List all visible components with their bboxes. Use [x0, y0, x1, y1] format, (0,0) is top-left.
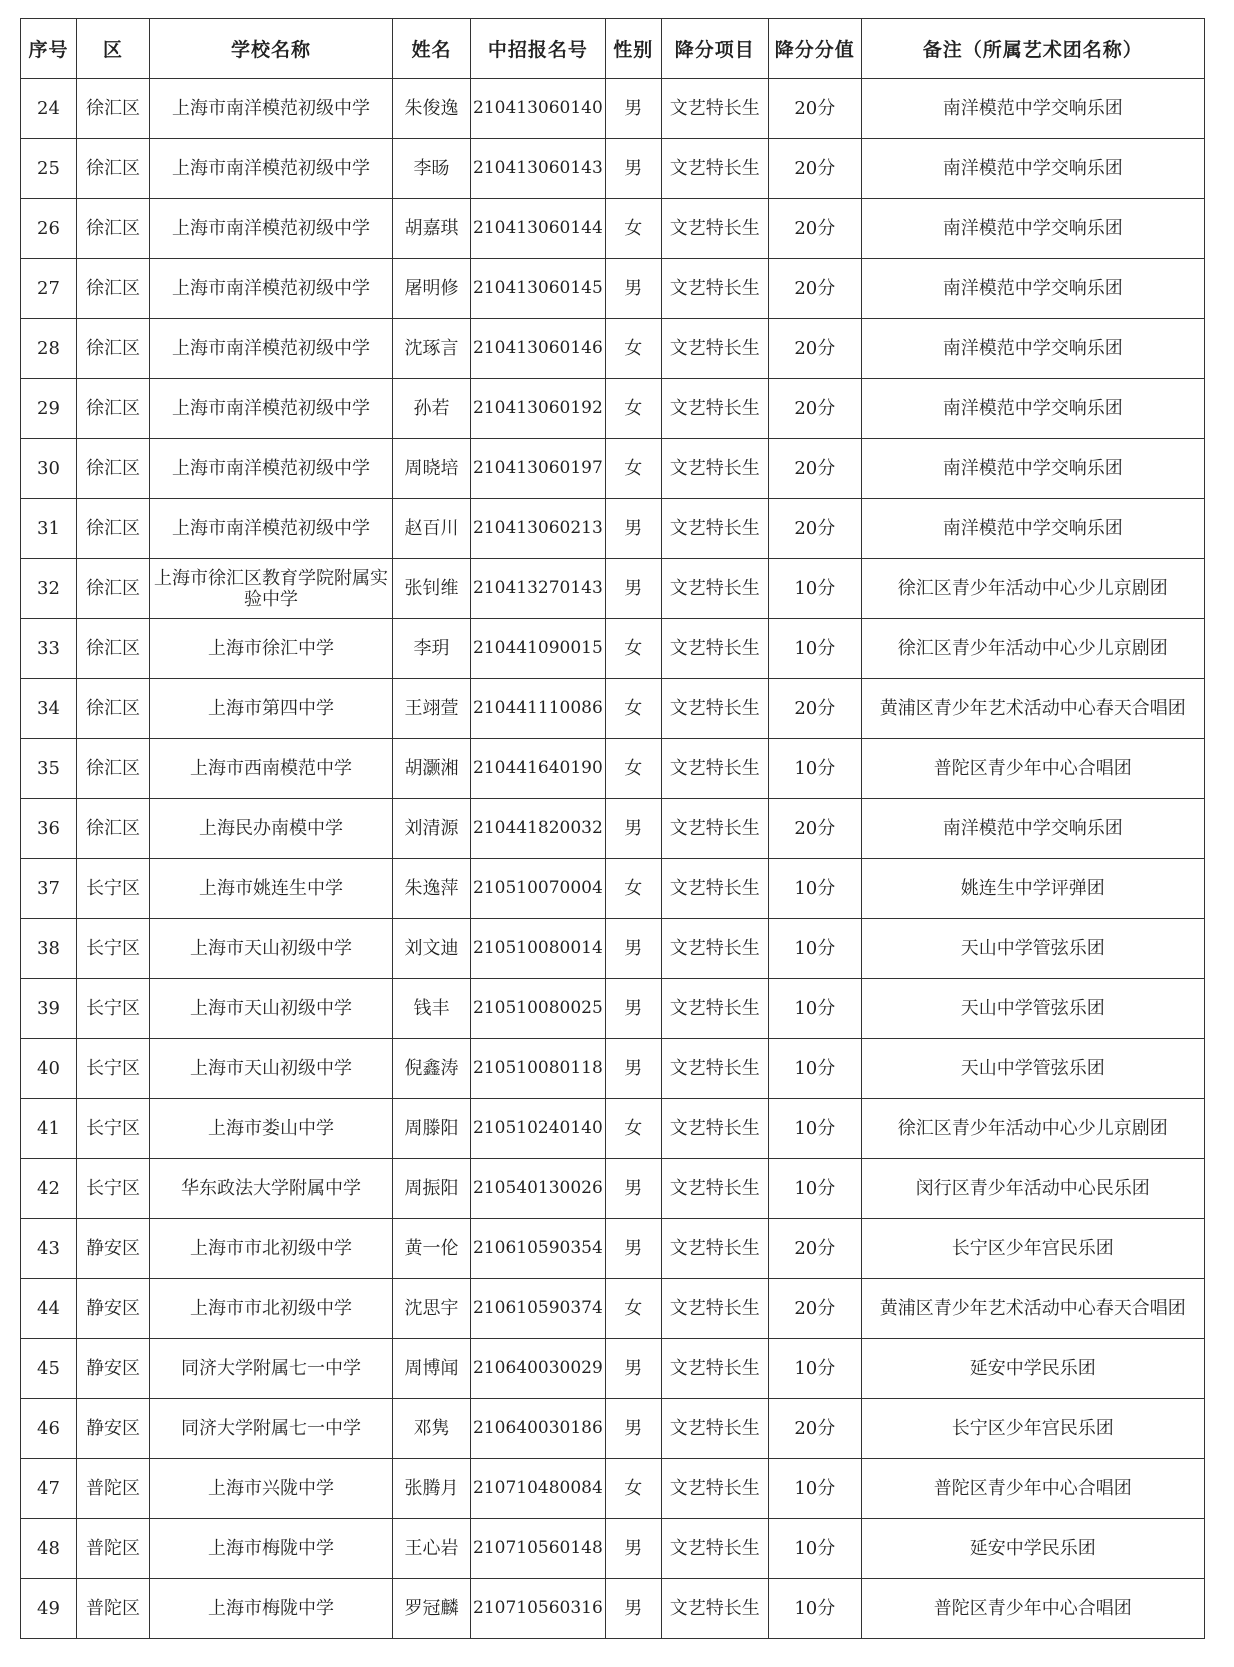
registration-number-cell: 210441640190: [471, 739, 606, 799]
bonus-points-cell: 20分: [768, 439, 861, 499]
table-row: [21, 739, 1205, 799]
gender-cell: 女: [605, 739, 661, 799]
table-row: [21, 139, 1205, 199]
student-name-cell: 钱丰: [393, 979, 471, 1039]
school-name-cell: 同济大学附属七一中学: [150, 1339, 393, 1399]
art-troupe-cell: 南洋模范中学交响乐团: [861, 379, 1204, 439]
student-name-cell: 屠明修: [393, 259, 471, 319]
registration-number-cell: 210510070004: [471, 859, 606, 919]
bonus-points-cell: 20分: [768, 379, 861, 439]
district-cell: 徐汇区: [77, 559, 150, 619]
school-name-cell: 上海市梅陇中学: [150, 1579, 393, 1639]
art-troupe-cell: 南洋模范中学交响乐团: [861, 199, 1204, 259]
gender-cell: 男: [605, 1159, 661, 1219]
table-row: [21, 1039, 1205, 1099]
bonus-item-cell: 文艺特长生: [661, 979, 768, 1039]
art-troupe-cell: 南洋模范中学交响乐团: [861, 319, 1204, 379]
table-row: [21, 1339, 1205, 1399]
table-row: [21, 259, 1205, 319]
registration-number-cell: 210510080118: [471, 1039, 606, 1099]
table-row: [21, 679, 1205, 739]
table-row: [21, 1219, 1205, 1279]
bonus-points-cell: 20分: [768, 259, 861, 319]
table-row: [21, 1279, 1205, 1339]
header-cell: 学校名称: [150, 19, 393, 79]
bonus-points-cell: 10分: [768, 1579, 861, 1639]
row-number-cell: 28: [21, 319, 77, 379]
header-cell: 区: [77, 19, 150, 79]
student-name-cell: 罗冠麟: [393, 1579, 471, 1639]
school-name-cell: 上海市徐汇中学: [150, 619, 393, 679]
student-name-cell: 朱逸萍: [393, 859, 471, 919]
registration-number-cell: 210510080025: [471, 979, 606, 1039]
bonus-item-cell: 文艺特长生: [661, 199, 768, 259]
registration-number-cell: 210413060213: [471, 499, 606, 559]
bonus-points-cell: 20分: [768, 499, 861, 559]
table-row: [21, 619, 1205, 679]
row-number-cell: 42: [21, 1159, 77, 1219]
bonus-points-cell: 10分: [768, 979, 861, 1039]
table-row: [21, 1159, 1205, 1219]
school-name-cell: 华东政法大学附属中学: [150, 1159, 393, 1219]
registration-number-cell: 210610590374: [471, 1279, 606, 1339]
school-name-cell: 上海市市北初级中学: [150, 1219, 393, 1279]
district-cell: 徐汇区: [77, 379, 150, 439]
row-number-cell: 25: [21, 139, 77, 199]
student-name-cell: 赵百川: [393, 499, 471, 559]
gender-cell: 男: [605, 1039, 661, 1099]
student-name-cell: 胡嘉琪: [393, 199, 471, 259]
bonus-points-cell: 20分: [768, 79, 861, 139]
school-name-cell: 上海市娄山中学: [150, 1099, 393, 1159]
school-name-cell: 上海市西南模范中学: [150, 739, 393, 799]
school-name-cell: 上海市南洋模范初级中学: [150, 319, 393, 379]
school-name-cell: 上海市南洋模范初级中学: [150, 79, 393, 139]
student-name-cell: 王翊萱: [393, 679, 471, 739]
student-name-cell: 沈思宇: [393, 1279, 471, 1339]
district-cell: 静安区: [77, 1279, 150, 1339]
art-troupe-cell: 黄浦区青少年艺术活动中心春天合唱团: [861, 1279, 1204, 1339]
student-name-cell: 朱俊逸: [393, 79, 471, 139]
table-row: [21, 319, 1205, 379]
gender-cell: 男: [605, 1579, 661, 1639]
school-name-cell: 上海市南洋模范初级中学: [150, 379, 393, 439]
registration-number-cell: 210413060146: [471, 319, 606, 379]
row-number-cell: 46: [21, 1399, 77, 1459]
bonus-item-cell: 文艺特长生: [661, 139, 768, 199]
row-number-cell: 26: [21, 199, 77, 259]
district-cell: 长宁区: [77, 1099, 150, 1159]
row-number-cell: 36: [21, 799, 77, 859]
row-number-cell: 43: [21, 1219, 77, 1279]
school-name-cell: 上海市徐汇区教育学院附属实验中学: [150, 559, 393, 619]
table-row: [21, 79, 1205, 139]
student-table: [20, 18, 1205, 1639]
header-cell: 序号: [21, 19, 77, 79]
district-cell: 徐汇区: [77, 679, 150, 739]
bonus-points-cell: 10分: [768, 1159, 861, 1219]
bonus-points-cell: 20分: [768, 799, 861, 859]
art-troupe-cell: 闵行区青少年活动中心民乐团: [861, 1159, 1204, 1219]
header-cell: 性别: [605, 19, 661, 79]
gender-cell: 男: [605, 499, 661, 559]
gender-cell: 女: [605, 1099, 661, 1159]
row-number-cell: 31: [21, 499, 77, 559]
school-name-cell: 上海市姚连生中学: [150, 859, 393, 919]
bonus-item-cell: 文艺特长生: [661, 919, 768, 979]
district-cell: 徐汇区: [77, 499, 150, 559]
registration-number-cell: 210710560148: [471, 1519, 606, 1579]
row-number-cell: 45: [21, 1339, 77, 1399]
registration-number-cell: 210413060192: [471, 379, 606, 439]
row-number-cell: 41: [21, 1099, 77, 1159]
school-name-cell: 上海市南洋模范初级中学: [150, 439, 393, 499]
district-cell: 长宁区: [77, 1159, 150, 1219]
school-name-cell: 上海市市北初级中学: [150, 1279, 393, 1339]
bonus-points-cell: 10分: [768, 619, 861, 679]
bonus-points-cell: 20分: [768, 679, 861, 739]
bonus-points-cell: 20分: [768, 1279, 861, 1339]
district-cell: 徐汇区: [77, 619, 150, 679]
bonus-points-cell: 10分: [768, 559, 861, 619]
gender-cell: 男: [605, 1399, 661, 1459]
school-name-cell: 上海市梅陇中学: [150, 1519, 393, 1579]
row-number-cell: 27: [21, 259, 77, 319]
art-troupe-cell: 普陀区青少年中心合唱团: [861, 1579, 1204, 1639]
art-troupe-cell: 南洋模范中学交响乐团: [861, 139, 1204, 199]
student-name-cell: 周博闻: [393, 1339, 471, 1399]
table-row: [21, 1099, 1205, 1159]
art-troupe-cell: 南洋模范中学交响乐团: [861, 79, 1204, 139]
school-name-cell: 上海市南洋模范初级中学: [150, 499, 393, 559]
bonus-item-cell: 文艺特长生: [661, 1099, 768, 1159]
document-page: [20, 18, 1205, 1639]
bonus-points-cell: 20分: [768, 199, 861, 259]
bonus-points-cell: 10分: [768, 919, 861, 979]
bonus-item-cell: 文艺特长生: [661, 1339, 768, 1399]
art-troupe-cell: 徐汇区青少年活动中心少儿京剧团: [861, 559, 1204, 619]
row-number-cell: 40: [21, 1039, 77, 1099]
art-troupe-cell: 普陀区青少年中心合唱团: [861, 739, 1204, 799]
registration-number-cell: 210413270143: [471, 559, 606, 619]
district-cell: 徐汇区: [77, 139, 150, 199]
bonus-item-cell: 文艺特长生: [661, 619, 768, 679]
student-name-cell: 孙若: [393, 379, 471, 439]
bonus-points-cell: 10分: [768, 739, 861, 799]
registration-number-cell: 210510080014: [471, 919, 606, 979]
row-number-cell: 35: [21, 739, 77, 799]
bonus-item-cell: 文艺特长生: [661, 259, 768, 319]
student-name-cell: 刘清源: [393, 799, 471, 859]
art-troupe-cell: 徐汇区青少年活动中心少儿京剧团: [861, 1099, 1204, 1159]
bonus-item-cell: 文艺特长生: [661, 1159, 768, 1219]
gender-cell: 男: [605, 799, 661, 859]
bonus-item-cell: 文艺特长生: [661, 1579, 768, 1639]
registration-number-cell: 210610590354: [471, 1219, 606, 1279]
registration-number-cell: 210640030186: [471, 1399, 606, 1459]
header-cell: 姓名: [393, 19, 471, 79]
school-name-cell: 上海市南洋模范初级中学: [150, 199, 393, 259]
table-body: [21, 79, 1205, 1639]
school-name-cell: 上海民办南模中学: [150, 799, 393, 859]
table-row: [21, 499, 1205, 559]
bonus-points-cell: 20分: [768, 1399, 861, 1459]
bonus-item-cell: 文艺特长生: [661, 679, 768, 739]
gender-cell: 男: [605, 1219, 661, 1279]
district-cell: 徐汇区: [77, 799, 150, 859]
registration-number-cell: 210710480084: [471, 1459, 606, 1519]
district-cell: 长宁区: [77, 1039, 150, 1099]
table-row: [21, 1579, 1205, 1639]
registration-number-cell: 210441820032: [471, 799, 606, 859]
gender-cell: 女: [605, 679, 661, 739]
bonus-item-cell: 文艺特长生: [661, 499, 768, 559]
student-name-cell: 倪鑫涛: [393, 1039, 471, 1099]
student-name-cell: 李玥: [393, 619, 471, 679]
district-cell: 长宁区: [77, 979, 150, 1039]
gender-cell: 女: [605, 379, 661, 439]
bonus-points-cell: 10分: [768, 1039, 861, 1099]
row-number-cell: 49: [21, 1579, 77, 1639]
district-cell: 徐汇区: [77, 739, 150, 799]
bonus-item-cell: 文艺特长生: [661, 859, 768, 919]
art-troupe-cell: 延安中学民乐团: [861, 1519, 1204, 1579]
gender-cell: 男: [605, 559, 661, 619]
row-number-cell: 34: [21, 679, 77, 739]
gender-cell: 男: [605, 919, 661, 979]
school-name-cell: 上海市天山初级中学: [150, 1039, 393, 1099]
header-cell: 降分项目: [661, 19, 768, 79]
art-troupe-cell: 徐汇区青少年活动中心少儿京剧团: [861, 619, 1204, 679]
bonus-item-cell: 文艺特长生: [661, 1219, 768, 1279]
student-name-cell: 张腾月: [393, 1459, 471, 1519]
table-row: [21, 859, 1205, 919]
art-troupe-cell: 南洋模范中学交响乐团: [861, 259, 1204, 319]
registration-number-cell: 210413060144: [471, 199, 606, 259]
row-number-cell: 30: [21, 439, 77, 499]
gender-cell: 男: [605, 979, 661, 1039]
bonus-points-cell: 20分: [768, 1219, 861, 1279]
registration-number-cell: 210441090015: [471, 619, 606, 679]
bonus-item-cell: 文艺特长生: [661, 559, 768, 619]
registration-number-cell: 210413060197: [471, 439, 606, 499]
bonus-points-cell: 10分: [768, 859, 861, 919]
school-name-cell: 同济大学附属七一中学: [150, 1399, 393, 1459]
art-troupe-cell: 黄浦区青少年艺术活动中心春天合唱团: [861, 679, 1204, 739]
bonus-item-cell: 文艺特长生: [661, 1459, 768, 1519]
table-row: [21, 379, 1205, 439]
header-row: [21, 19, 1205, 79]
registration-number-cell: 210413060145: [471, 259, 606, 319]
bonus-item-cell: 文艺特长生: [661, 319, 768, 379]
bonus-item-cell: 文艺特长生: [661, 1399, 768, 1459]
bonus-item-cell: 文艺特长生: [661, 79, 768, 139]
registration-number-cell: 210441110086: [471, 679, 606, 739]
school-name-cell: 上海市南洋模范初级中学: [150, 259, 393, 319]
art-troupe-cell: 天山中学管弦乐团: [861, 1039, 1204, 1099]
bonus-item-cell: 文艺特长生: [661, 1039, 768, 1099]
gender-cell: 女: [605, 1459, 661, 1519]
header-cell: 降分分值: [768, 19, 861, 79]
art-troupe-cell: 长宁区少年宫民乐团: [861, 1219, 1204, 1279]
gender-cell: 男: [605, 1519, 661, 1579]
header-cell: 备注（所属艺术团名称）: [861, 19, 1204, 79]
gender-cell: 女: [605, 619, 661, 679]
student-name-cell: 周晓培: [393, 439, 471, 499]
district-cell: 徐汇区: [77, 259, 150, 319]
bonus-points-cell: 10分: [768, 1519, 861, 1579]
table-row: [21, 559, 1205, 619]
gender-cell: 男: [605, 259, 661, 319]
student-name-cell: 沈琢言: [393, 319, 471, 379]
student-name-cell: 黄一伦: [393, 1219, 471, 1279]
district-cell: 静安区: [77, 1399, 150, 1459]
student-name-cell: 李旸: [393, 139, 471, 199]
student-name-cell: 周振阳: [393, 1159, 471, 1219]
district-cell: 普陀区: [77, 1519, 150, 1579]
gender-cell: 女: [605, 199, 661, 259]
district-cell: 长宁区: [77, 919, 150, 979]
bonus-item-cell: 文艺特长生: [661, 379, 768, 439]
row-number-cell: 33: [21, 619, 77, 679]
school-name-cell: 上海市兴陇中学: [150, 1459, 393, 1519]
district-cell: 徐汇区: [77, 199, 150, 259]
school-name-cell: 上海市天山初级中学: [150, 979, 393, 1039]
table-row: [21, 979, 1205, 1039]
art-troupe-cell: 南洋模范中学交响乐团: [861, 439, 1204, 499]
registration-number-cell: 210413060143: [471, 139, 606, 199]
bonus-item-cell: 文艺特长生: [661, 739, 768, 799]
table-row: [21, 1399, 1205, 1459]
row-number-cell: 37: [21, 859, 77, 919]
student-name-cell: 张钊维: [393, 559, 471, 619]
bonus-points-cell: 10分: [768, 1099, 861, 1159]
table-row: [21, 799, 1205, 859]
student-name-cell: 周滕阳: [393, 1099, 471, 1159]
art-troupe-cell: 长宁区少年宫民乐团: [861, 1399, 1204, 1459]
row-number-cell: 48: [21, 1519, 77, 1579]
registration-number-cell: 210413060140: [471, 79, 606, 139]
district-cell: 长宁区: [77, 859, 150, 919]
bonus-item-cell: 文艺特长生: [661, 1279, 768, 1339]
gender-cell: 女: [605, 859, 661, 919]
gender-cell: 男: [605, 139, 661, 199]
school-name-cell: 上海市天山初级中学: [150, 919, 393, 979]
row-number-cell: 39: [21, 979, 77, 1039]
district-cell: 徐汇区: [77, 439, 150, 499]
row-number-cell: 24: [21, 79, 77, 139]
row-number-cell: 29: [21, 379, 77, 439]
registration-number-cell: 210710560316: [471, 1579, 606, 1639]
bonus-points-cell: 10分: [768, 1339, 861, 1399]
row-number-cell: 44: [21, 1279, 77, 1339]
district-cell: 徐汇区: [77, 319, 150, 379]
gender-cell: 女: [605, 1279, 661, 1339]
art-troupe-cell: 南洋模范中学交响乐团: [861, 499, 1204, 559]
bonus-points-cell: 20分: [768, 139, 861, 199]
district-cell: 静安区: [77, 1339, 150, 1399]
school-name-cell: 上海市第四中学: [150, 679, 393, 739]
registration-number-cell: 210510240140: [471, 1099, 606, 1159]
district-cell: 普陀区: [77, 1579, 150, 1639]
gender-cell: 男: [605, 79, 661, 139]
table-row: [21, 1459, 1205, 1519]
art-troupe-cell: 天山中学管弦乐团: [861, 919, 1204, 979]
bonus-item-cell: 文艺特长生: [661, 799, 768, 859]
student-name-cell: 邓隽: [393, 1399, 471, 1459]
district-cell: 普陀区: [77, 1459, 150, 1519]
row-number-cell: 32: [21, 559, 77, 619]
bonus-item-cell: 文艺特长生: [661, 1519, 768, 1579]
district-cell: 静安区: [77, 1219, 150, 1279]
art-troupe-cell: 姚连生中学评弹团: [861, 859, 1204, 919]
table-row: [21, 199, 1205, 259]
bonus-points-cell: 10分: [768, 1459, 861, 1519]
gender-cell: 男: [605, 1339, 661, 1399]
bonus-item-cell: 文艺特长生: [661, 439, 768, 499]
student-name-cell: 王心岩: [393, 1519, 471, 1579]
registration-number-cell: 210640030029: [471, 1339, 606, 1399]
district-cell: 徐汇区: [77, 79, 150, 139]
row-number-cell: 47: [21, 1459, 77, 1519]
gender-cell: 女: [605, 319, 661, 379]
row-number-cell: 38: [21, 919, 77, 979]
art-troupe-cell: 延安中学民乐团: [861, 1339, 1204, 1399]
bonus-points-cell: 20分: [768, 319, 861, 379]
header-cell: 中招报名号: [471, 19, 606, 79]
art-troupe-cell: 南洋模范中学交响乐团: [861, 799, 1204, 859]
art-troupe-cell: 普陀区青少年中心合唱团: [861, 1459, 1204, 1519]
table-row: [21, 439, 1205, 499]
student-name-cell: 胡灏湘: [393, 739, 471, 799]
registration-number-cell: 210540130026: [471, 1159, 606, 1219]
table-row: [21, 919, 1205, 979]
gender-cell: 女: [605, 439, 661, 499]
school-name-cell: 上海市南洋模范初级中学: [150, 139, 393, 199]
table-row: [21, 1519, 1205, 1579]
student-name-cell: 刘文迪: [393, 919, 471, 979]
art-troupe-cell: 天山中学管弦乐团: [861, 979, 1204, 1039]
